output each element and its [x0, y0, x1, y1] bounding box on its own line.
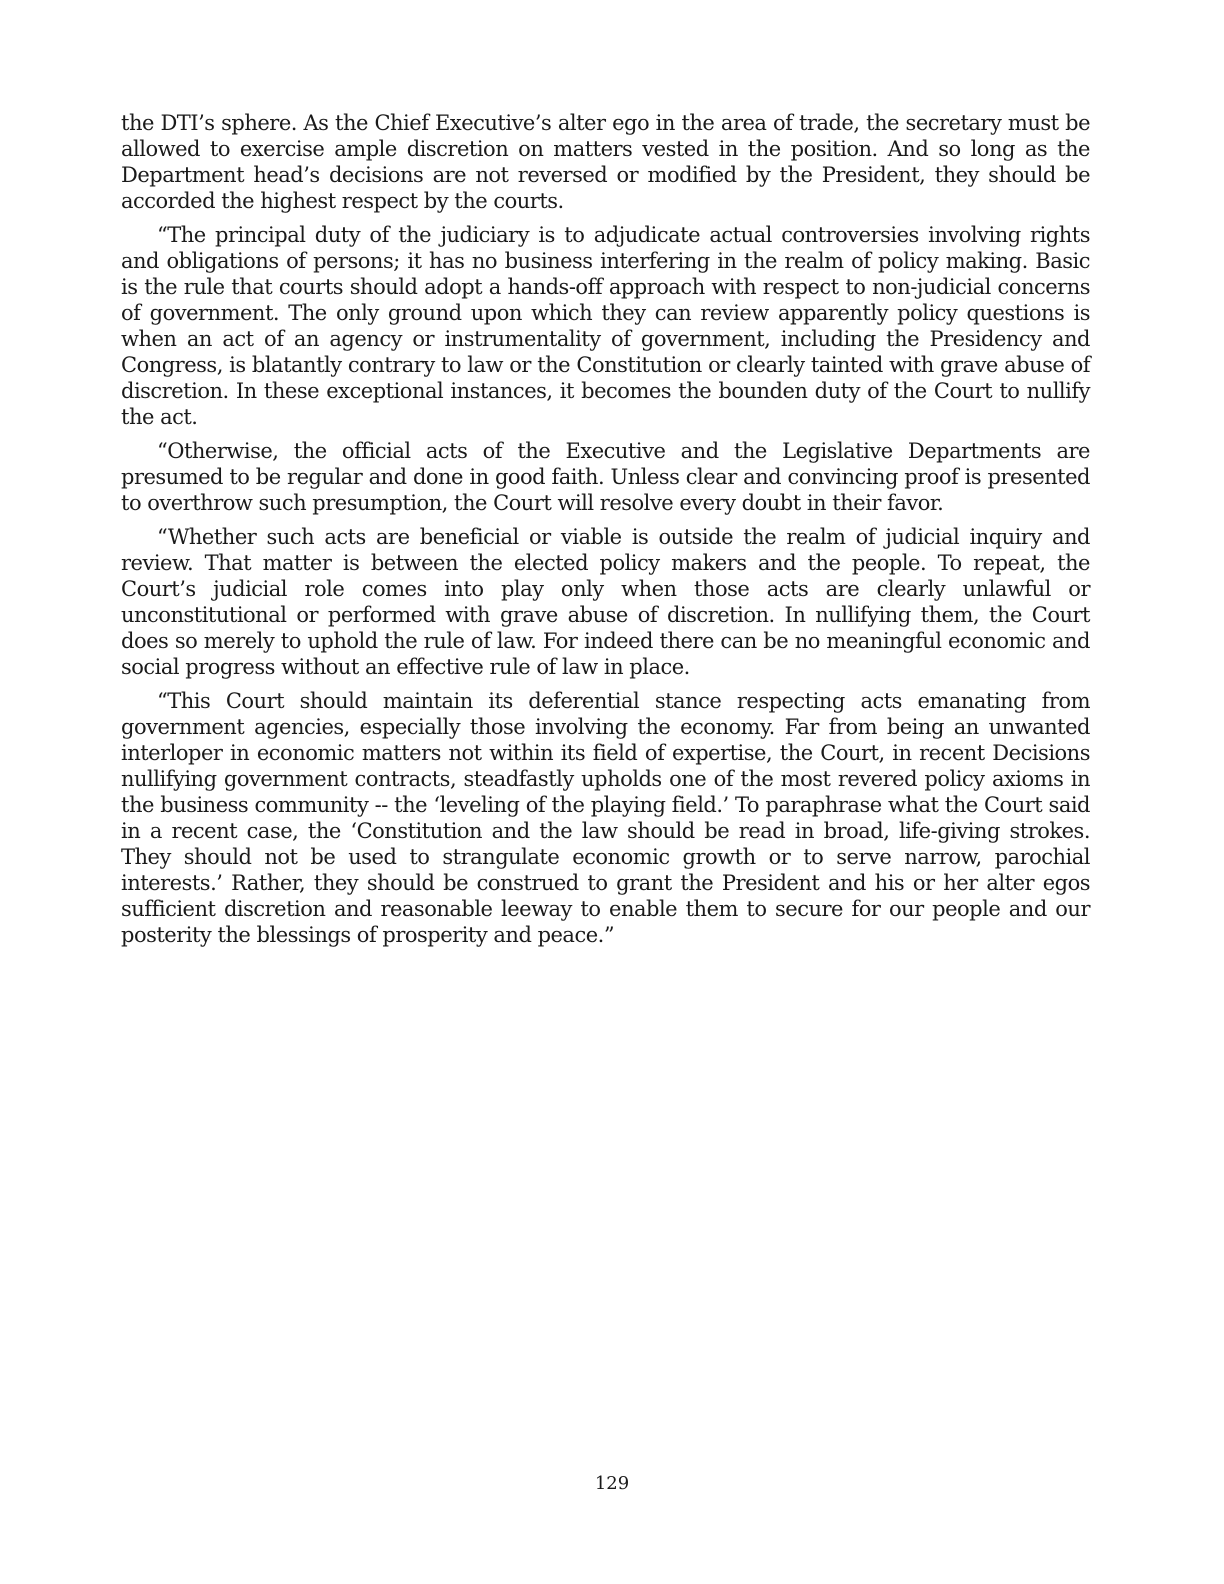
paragraph-3: “Otherwise, the official acts of the Executive and the Legislative Departments are presumed to be regular and done in good faith. Unless clear and convincing proof is presented to overthrow such presumption, the Court will resolve every doubt in their favor. [121, 439, 1090, 515]
paragraph-2: “The principal duty of the judiciary is to adjudicate actual controversies involving rights and obligations of persons; it has no business interfering in the realm of policy making. Basic is the rule that courts should adopt a hands-off approach with respect to non-judicial concerns of government. The only ground upon which they can review apparently policy questions is when an act of an agency or instrumentality of government, including the Presidency and Congress, is blatantly contrary to law or the Constitution or clearly tainted with grave abuse of discretion. In these exceptional instances, it becomes the bounden duty of the Court to nullify the act. [121, 223, 1090, 429]
page-number: 129 [594, 1473, 630, 1494]
paragraph-5: “This Court should maintain its deferential stance respecting acts emanating from government agencies, especially those involving the economy. Far from being an unwanted interloper in economic matters not within its field of expertise, the Court, in recent Decisions nullifying government contracts, steadfastly upholds one of the most revered policy axioms in the business community -- the ‘leveling of the playing field.’ To paraphrase what the Court said in a recent case, the ‘Constitution and the law should be read in broad, life-giving strokes. They should not be used to strangulate economic growth or to serve narrow, parochial interests.’ Rather, they should be construed to grant the President and his or her alter egos sufficient discretion and reasonable leeway to enable them to secure for our people and our posterity the blessings of prosperity and peace.” [121, 689, 1090, 947]
paragraph-1: the DTI’s sphere. As the Chief Executive’s alter ego in the area of trade, the secretary must be allowed to exercise ample discretion on matters vested in the position. And so long as the Department head’s decisions are not reversed or modified by the President, they should be accorded the highest respect by the courts. [121, 111, 1090, 213]
paragraph-4: “Whether such acts are beneficial or viable is outside the realm of judicial inquiry and review. That matter is between the elected policy makers and the people. To repeat, the Court’s judicial role comes into play only when those acts are clearly unlawful or unconstitutional or performed with grave abuse of discretion. In nullifying them, the Court does so merely to uphold the rule of law. For indeed there can be no meaningful economic and social progress without an effective rule of law in place. [121, 525, 1090, 679]
document-body [121, 110, 1090, 956]
